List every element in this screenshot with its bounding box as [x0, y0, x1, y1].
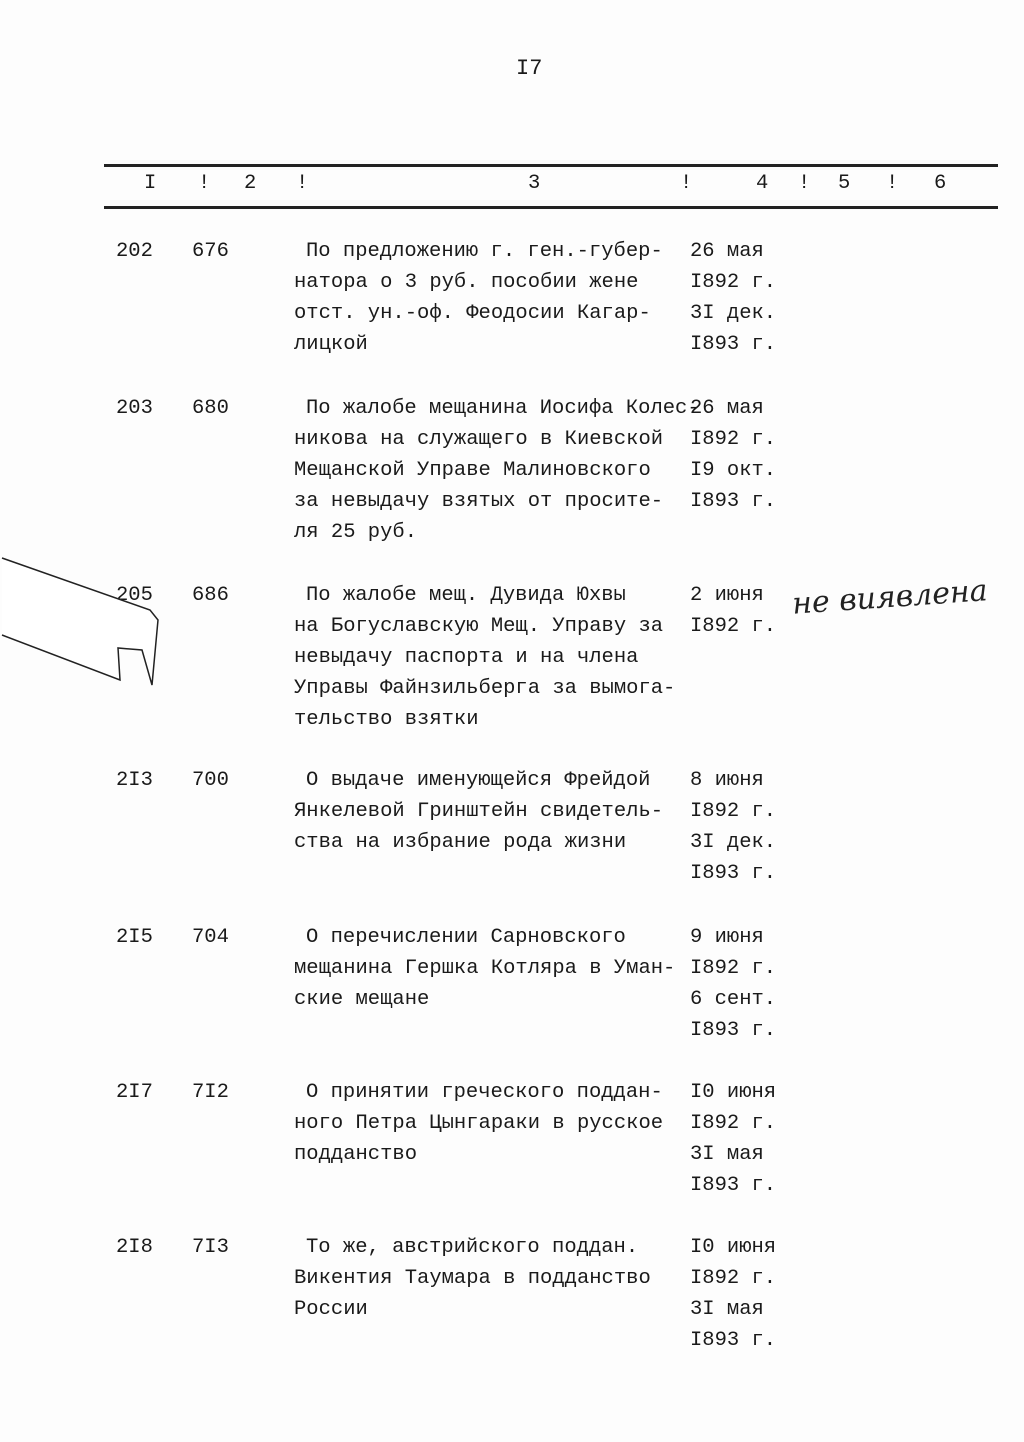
description-line: ства на избрание рода жизни — [294, 831, 627, 854]
date-line: 26 мая — [690, 397, 764, 420]
description-line: По жалобе мещ. Дувида Юхвы — [306, 584, 626, 607]
date-line: 3I мая — [690, 1143, 764, 1166]
description-line: мещанина Гершка Котляра в Уман- — [294, 957, 676, 980]
description-line: лицкой — [294, 333, 368, 356]
date-line: 3I дек. — [690, 302, 777, 325]
date-line: I9 окт. — [690, 459, 777, 482]
inventory-number: 676 — [192, 240, 229, 263]
date-line: 9 июня — [690, 926, 764, 949]
entry-dates — [690, 236, 776, 360]
table-top-rule — [104, 164, 998, 167]
description-line: никова на служащего в Киевской — [294, 428, 664, 451]
entry-dates — [690, 1232, 776, 1356]
handwritten-note: не виявлена — [791, 573, 989, 622]
description-line: По жалобе мещанина Иосифа Колес- — [306, 397, 700, 420]
date-line: 26 мая — [690, 240, 764, 263]
description-line: ного Петра Цынгараки в русское — [294, 1112, 664, 1135]
description-line: ские мещане — [294, 988, 430, 1011]
description-line: подданство — [294, 1143, 418, 1166]
col-separator: ! — [680, 172, 693, 195]
date-line: I893 г. — [690, 333, 777, 356]
col-header-3: 3 — [528, 172, 541, 195]
paper-tab-mark — [0, 540, 170, 690]
page-number: I7 — [516, 56, 543, 81]
col-separator: ! — [198, 172, 211, 195]
col-separator: ! — [798, 172, 811, 195]
description-line: Викентия Таумара в подданство — [294, 1267, 651, 1290]
entry-description — [294, 393, 700, 548]
date-line: 3I дек. — [690, 831, 777, 854]
description-line: ля 25 руб. — [294, 521, 418, 544]
col-header-6: 6 — [934, 172, 947, 195]
description-line: на Богуславскую Мещ. Управу за — [294, 615, 664, 638]
entry-description — [294, 580, 675, 735]
entry-number: 2I3 — [116, 769, 153, 792]
description-line: О перечислении Сарновского — [306, 926, 626, 949]
entry-number: 203 — [116, 397, 153, 420]
inventory-number: 686 — [192, 584, 229, 607]
date-line: I892 г. — [690, 615, 777, 638]
description-line: натора о 3 руб. пособии жене — [294, 271, 639, 294]
entry-number: 2I5 — [116, 926, 153, 949]
table-header-rule — [104, 206, 998, 209]
col-header-5: 5 — [838, 172, 851, 195]
entry-number: 2I7 — [116, 1081, 153, 1104]
entry-description — [294, 1232, 651, 1325]
entry-description — [294, 236, 663, 360]
date-line: 3I мая — [690, 1298, 764, 1321]
description-line: России — [294, 1298, 368, 1321]
col-header-4: 4 — [756, 172, 769, 195]
entry-number: 2I8 — [116, 1236, 153, 1259]
date-line: I892 г. — [690, 1112, 777, 1135]
date-line: I0 июня — [690, 1236, 777, 1259]
entry-dates — [690, 922, 776, 1046]
date-line: 2 июня — [690, 584, 764, 607]
entry-dates — [690, 1077, 776, 1201]
date-line: 8 июня — [690, 769, 764, 792]
date-line: I892 г. — [690, 428, 777, 451]
inventory-number: 7I2 — [192, 1081, 229, 1104]
col-header-2: 2 — [244, 172, 257, 195]
entry-description — [294, 765, 663, 858]
entry-number: 202 — [116, 240, 153, 263]
entry-dates — [690, 580, 776, 642]
date-line: I893 г. — [690, 1329, 777, 1352]
date-line: I893 г. — [690, 862, 777, 885]
col-separator: ! — [296, 172, 309, 195]
date-line: I893 г. — [690, 1019, 777, 1042]
description-line: О принятии греческого поддан- — [306, 1081, 663, 1104]
description-line: Управы Файнзильберга за вымога- — [294, 677, 676, 700]
date-line: I893 г. — [690, 490, 777, 513]
description-line: за невыдачу взятых от просите- — [294, 490, 664, 513]
inventory-number: 7I3 — [192, 1236, 229, 1259]
date-line: 6 сент. — [690, 988, 777, 1011]
description-line: По предложению г. ген.-губер- — [306, 240, 663, 263]
date-line: I0 июня — [690, 1081, 777, 1104]
description-line: О выдаче именующейся Фрейдой — [306, 769, 651, 792]
description-line: невыдачу паспорта и на члена — [294, 646, 639, 669]
col-separator: ! — [886, 172, 899, 195]
description-line: То же, австрийского поддан. — [306, 1236, 639, 1259]
description-line: Янкелевой Гринштейн свидетель- — [294, 800, 664, 823]
entry-description — [294, 922, 675, 1015]
inventory-number: 700 — [192, 769, 229, 792]
date-line: I892 г. — [690, 271, 777, 294]
description-line: тельство взятки — [294, 708, 479, 731]
col-header-1: I — [144, 172, 157, 195]
entry-dates — [690, 393, 776, 517]
entry-description — [294, 1077, 663, 1170]
entry-dates — [690, 765, 776, 889]
entry-number: 205 — [116, 584, 153, 607]
inventory-number: 704 — [192, 926, 229, 949]
description-line: Мещанской Управе Малиновского — [294, 459, 651, 482]
inventory-number: 680 — [192, 397, 229, 420]
date-line: I892 г. — [690, 1267, 777, 1290]
date-line: I892 г. — [690, 957, 777, 980]
date-line: I892 г. — [690, 800, 777, 823]
description-line: отст. ун.-оф. Феодосии Кагар- — [294, 302, 651, 325]
date-line: I893 г. — [690, 1174, 777, 1197]
